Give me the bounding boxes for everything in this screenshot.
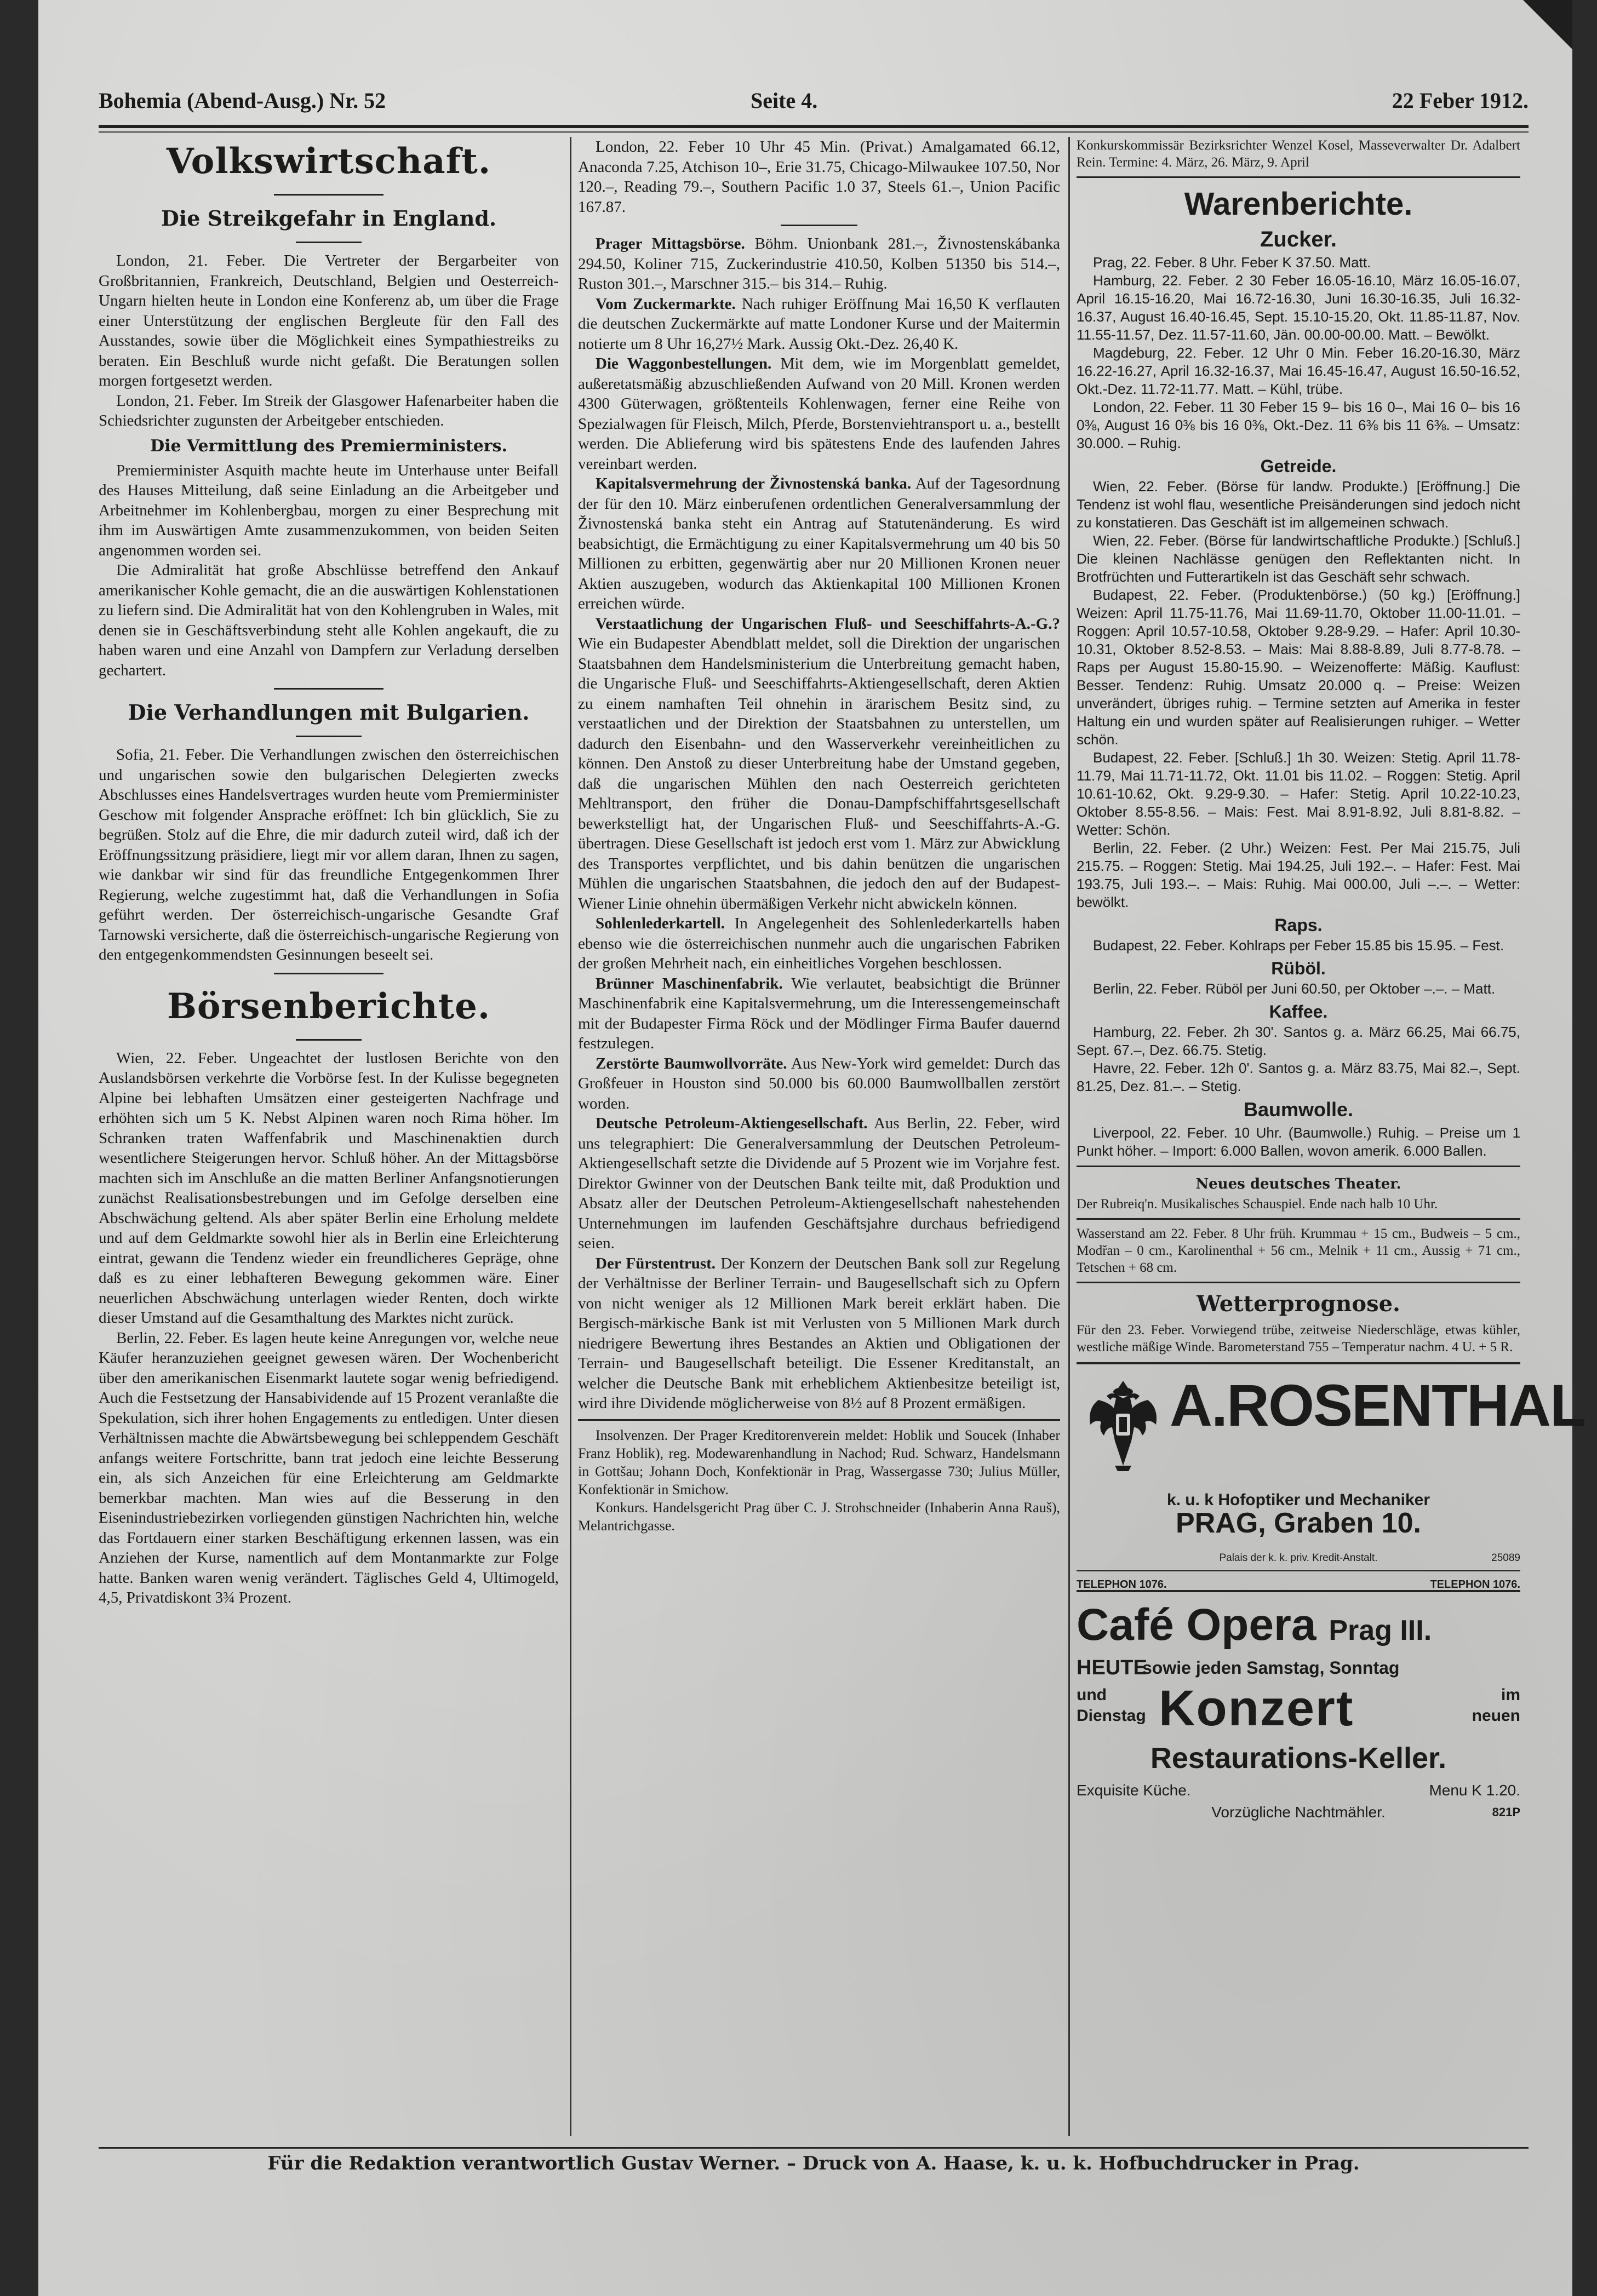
divider [1077, 1218, 1520, 1220]
divider [274, 688, 383, 690]
cafe-nachtmaehler: Vorzügliche Nachtmähler. [1211, 1804, 1386, 1821]
theater-heading: Neues deutsches Theater. [1195, 1176, 1401, 1192]
ad-cafe-opera [1077, 1599, 1520, 1840]
market-report: Budapest, 22. Feber. (Produktenbörse.) (50 kg.) [Eröffnung.] Weizen: April 11.75-11.76, Mai 11.69-11.70, Oktober 11.00-11.01. – Roggen: April 10.57-10.58, Oktober 9.28-9.29. – Hafer: April 10.30-10.31, Oktober 8.52-8.53. – Mais: Mai 8.88-8.89, Juli 8.77-8.78. – Raps per August 15.80-15.90. – Weizenofferte: Mäßig. Kauflust: Besser. Tendenz: Ruhig. Umsatz 20.000 q. – Preise: Weizen unverändert, übriges ruhig. – Termine setzten auf Amerika in fester Haltung ein und wurden später auf Realisierungen ruhiger. – Wetter schön. [1077, 587, 1520, 748]
divider [274, 194, 383, 196]
inline-heading: Verstaatlichung der Ungarischen Fluß- und Seeschiffahrts-A.-G.? [596, 615, 1060, 633]
ad-rosenthal [1077, 1362, 1585, 1592]
article-text: Der Konzern der Deutschen Bank soll zur Regelung der Verhältnisse der Berliner Terrain- und Baugesellschaft sich zu Opfern von nicht weniger als 12 Millionen Mark bereit erklärt haben. Die Bergisch-märkische Bank ist mit Verlusten von 5 Millionen Mark durch niedrigere Bewertung ihres Bestandes an Aktien und Obligationen der Terrain- und Baugesellschaft beteiligt. Die Essener Kreditanstalt, an welcher die Deutsche Bank mit erheblichem Aktienbesitze beteiligt ist, wird ihre Dividende möglicherweise von 8½ auf 8 Prozent ermäßigen. [578, 1254, 1061, 1412]
category-raps: Raps. [1274, 915, 1323, 935]
section-title-warenberichte: Warenberichte. [1184, 186, 1413, 222]
article-text: Wie ein Budapester Abendblatt meldet, soll die Direktion der ungarischen Staatsbahnen dem Handelsministerium die Unterbreitung gemacht haben, die Ungarische Fluß- und Seeschiffahrts-Aktiengesellschaft, deren Aktien zu einem namhaften Teil ohnehin in ärarischem Besitz sind, zu verstaatlichen und der Direktion der Staatsbahnen zu unterstellen, um dadurch den Eisenbahn- und den Wasserverkehr vereinheitlichen zu können. Den Anstoß zu dieser Unterbreitung habe der Umstand gegeben, daß die ungarischen Mühlen den nach Oesterreich gerichteten Mehltransport, den früher die Donau-Dampfschiffahrtsgesellschaft bewerkstelligt hat, der Ungarischen Fluß- und Seeschiffahrts-A.-G. übertragen. Diese Gesellschaft ist jedoch erst vom 1. März zur Abwicklung des Transportes verpflichtet, und bis dahin benützen die ungarischen Mühlen die ungarischen Staatsbahnen, die jedoch den auf der Budapest-Wiener Linie ohnehin übermäßigen Verkehr nicht abwickeln können. [578, 635, 1060, 912]
cafe-restauration: Restaurations-Keller. [1150, 1742, 1447, 1775]
market-report: Budapest, 22. Feber. Kohlraps per Feber 15.85 bis 15.95. – Fest. [1093, 937, 1504, 954]
divider [1077, 1282, 1520, 1283]
konkurs-terms: Konkurskommissär Bezirksrichter Wenzel Kosel, Masseverwalter Dr. Adalbert Rein. Termine: 4. März, 26. März, 9. April [1077, 138, 1520, 170]
divider [1077, 1166, 1520, 1167]
cafe-und: und [1077, 1686, 1107, 1704]
rosenthal-code: 25089 [1491, 1552, 1520, 1564]
cafe-heute: HEUTE [1077, 1656, 1147, 1679]
article-text: Mit dem, wie im Morgenblatt gemeldet, außeretatsmäßig abzuschließenden Aufwand von 20 Mill. Kronen werden 4300 Güterwagen, größtenteils Kohlenwagen, ferner eine Reihe von Spezialwagen für Fleisch, Milch, Pferde, Borstenviehtransport u. a., bestellt werden. Die Ablieferung wird bis spätestens Ende des laufenden Jahres vereinbart werden. [578, 355, 1061, 473]
section-title-volkswirtschaft: Volkswirtschaft. [166, 141, 491, 182]
divider [1077, 176, 1520, 178]
article-text: Böhm. Unionbank 281.–, Živnostenskábanka 294.50, Koliner 715, Zuckerindustrie 410.50, Kolben 51350 bis 514.–, Ruston 301.–, Marschner 315.– bis 314.– Ruhig. [578, 235, 1060, 292]
headline-streikgefahr: Die Streikgefahr in England. [161, 206, 497, 231]
inline-heading: Prager Mittagsbörse. [596, 235, 745, 252]
inline-heading: Vom Zuckermarkte. [596, 295, 736, 313]
article-paragraph: London, 22. Feber 10 Uhr 45 Min. (Privat.) Amalgamated 66.12, Anaconda 7.25, Atchison 10–, Erie 31.75, Chicago-Milwaukee 107.50, Nor 120.–, Reading 79.–, Southern Pacific 1.0 37, Steels 61.–, Union Pacific 167.87. [578, 138, 1060, 216]
cafe-title [1077, 1599, 1520, 1657]
column-1 [99, 137, 559, 2136]
divider [274, 973, 383, 974]
market-report: Hamburg, 22. Feber. 2h 30'. Santos g. a. März 66.25, Mai 66.75, Sept. 67.–, Dez. 66.75. Stetig. [1077, 1024, 1520, 1058]
theater-notice: Der Rubreiq'n. Musikalisches Schauspiel. Ende nach halb 10 Uhr. [1077, 1197, 1438, 1212]
market-report: Berlin, 22. Feber. (2 Uhr.) Weizen: Fest. Per Mai 215.75, Juli 215.75. – Roggen: Stetig. Mai 194.25, Juli 192.–. – Hafer: Fest. Mai 193.75, Juli 193.–. – Mais: Ruhig. Mai 000.00, Juli –.–. – Wetter: bewölkt. [1077, 840, 1520, 910]
rosenthal-palais [1077, 1548, 1520, 1569]
column-2 [578, 137, 1060, 2136]
footer-rule [99, 2147, 1529, 2149]
market-report: Liverpool, 22. Feber. 10 Uhr. (Baumwolle.) Ruhig. – Preise um 1 Punkt höher. – Import: 6.000 Ballen, wovon amerik. 6.000 Ballen. [1077, 1124, 1520, 1159]
market-report: Magdeburg, 22. Feber. 12 Uhr 0 Min. Feber 16.20-16.30, März 16.22-16.27, April 16.32-16.37, Mai 16.45-16.47, August 16.50-16.52, Okt.-Dez. 11.72-11.77. Matt. – Kühl, trübe. [1077, 345, 1520, 397]
water-level: Wasserstand am 22. Feber. 8 Uhr früh. Krummau + 15 cm., Budweis – 5 cm., Modřan – 0 cm., Karolinenthal + 56 cm., Melnik + 11 cm., Aussig + 71 cm., Tetschen + 68 cm. [1077, 1226, 1520, 1275]
article-paragraph: Die Admiralität hat große Abschlüsse betreffend den Ankauf amerikanischer Kohle gemacht, die an die auswärtigen Kohlenstationen zu liefern sind. Die Admiralität hat von den Kohlengruben in Wales, mit denen sie in Geschäftsverbindung steht alle Kohlen angekauft, die zu haben waren und eine Anzahl von Dampfern zur Verladung derselben gechartert. [99, 561, 559, 679]
divider [781, 225, 857, 226]
cafe-dienstag: Dienstag [1077, 1707, 1146, 1725]
cafe-konzert: Konzert [1159, 1680, 1354, 1736]
header-rule-thin [99, 131, 1529, 133]
article-paragraph: Sofia, 21. Feber. Die Verhandlungen zwischen den österreichischen und ungarischen sowie den bulgarischen Delegierten zwecks Abschlusses eines Handelsvertrages wurden heute vom Premierminister Geschow mit folgender Ansprache eröffnet: Ich bin glücklich, Sie zu begrüßen. Stolz auf die Ehre, die mir dadurch zuteil wird, daß ich der Eröffnungssitzung präsidiere, liegt mir vor allem daran, Ihnen zu sagen, wie dankbar wir sind für das freundliche Entgegenkommen Ihrer Regierung, welche zugestimmt hat, daß die Verhandlungen in Sofia geführt werden. Der österreichisch-ungarische Gesandte Graf Tarnowski versicherte, daß die österreichisch-ungarische Regierung von den entgegenkommendsten Gesinnungen beseelt sei. [99, 746, 559, 963]
subheadline-vermittlung: Die Vermittlung des Premierministers. [150, 436, 507, 456]
cafe-menu-price: Menu K 1.20. [1429, 1782, 1520, 1799]
market-report: Wien, 22. Feber. (Börse für landw. Produkte.) [Eröffnung.] Die Tendenz ist wohl flau, wesentliche Preisänderungen sind jedoch nicht zu konstatieren. Das Geschäft ist im allgemeinen schwach. [1077, 478, 1520, 531]
divider [296, 242, 362, 243]
cafe-name: Café Opera [1077, 1600, 1316, 1650]
market-report: Havre, 22. Feber. 12h 0'. Santos g. a. März 83.75, Mai 82.–, Sept. 81.25, Dez. 81.–. – Stetig. [1077, 1060, 1520, 1094]
inline-heading: Die Waggonbestellungen. [596, 355, 772, 372]
article-text: Wie verlautet, beabsichtigt die Brünner Maschinenfabrik eine Kapitalsvermehrung, um die Interessengemeinschaft mit der Budapester Firma Röck und der Mödlinger Firma Baufer dauernd festzulegen. [578, 974, 1060, 1052]
running-head-center: Seite 4. [751, 88, 818, 113]
inline-heading: Sohlenlederkartell. [596, 915, 725, 932]
market-report: London, 22. Feber. 11 30 Feber 15 9– bis 16 0–, Mai 16 0– bis 16 0⅜, August 16 0⅜ bis 16 0⅜, Okt.-Dez. 11 6⅜ bis 11 6⅜. – Umsatz: 30.000. – Ruhig. [1077, 399, 1520, 451]
divider [296, 1039, 362, 1041]
article-text: In Angelegenheit des Sohlenlederkartells haben ebenso wie die österreichischen nunmehr auch die ungarischen Fabriken der großen Mehrheit nach, ein einheitliches Vorgehen beschlossen. [578, 915, 1061, 972]
cafe-location: Prag III. [1329, 1615, 1432, 1646]
article-paragraph: Berlin, 22. Feber. Es lagen heute keine Anregungen vor, welche neue Käufer heranzuziehen geeignet gewesen wären. Der Wochenbericht über den amerikanischen Eisenmarkt lautete sogar wenig befriedigend. Auch die Festsetzung der Hansabividende auf 15 Prozent veranlaßte die Spekulation, sich ihrer hohen Engagements zu entledigen. Unter diesen Verhältnissen machte die Abwärtsbewegung bei schleppendem Geschäft anfangs weitere Fortschritte, bann trat jedoch eine leichte Besserung ein, als sich Anzeichen für eine Erleichterung am Geldmarkte bemerkbar machten. Man wies auf die Besserung in den Eisenindustriebezirken vorliegenden günstigen Nachrichten hin, welche das Fortdauern einer starken Beschäftigung erkennen lassen, was ein Anziehen der Kurse, namentlich auf dem Montanmarkte zur Folge hatte. Banken waren wenig verändert. Täglisches Geld 4, Ultimogeld, 4,5, Privatdiskont 3¾ Prozent. [99, 1329, 559, 1606]
article-paragraph: London, 21. Feber. Die Vertreter der Bergarbeiter von Großbritannien, Frankreich, Deutschland, Belgien und Oesterreich-Ungarn hielten heute in London eine Konferenz ab, um über die Frage einer Unterstützung der englischen Bergleute für den Fall des Ausstandes, sowie über die Möglichkeit eines Sympathiestreiks zu beraten. Ein Beschluß wurde nicht gefaßt. Die Beratungen sollen morgen fortgesetzt werden. [99, 252, 559, 389]
market-report: Budapest, 22. Feber. [Schluß.] 1h 30. Weizen: Stetig. April 11.78-11.79, Mai 11.71-11.72, Okt. 11.01 bis 11.02. – Roggen: Stetig. April 10.61-10.62, Okt. 9.29-9.30. – Hafer: Stetig. April 10.22-10.23, Oktober 8.55-8.56. – Mais: Fest. Mai 8.91-8.92, Juli 8.81-8.82. – Wetter: Schön. [1077, 749, 1520, 838]
divider [578, 1419, 1060, 1421]
konkurs-notice: Konkurs. Handelsgericht Prag über C. J. Strohschneider (Inhaberin Anna Rauš), Melantrichgasse. [578, 1499, 1060, 1534]
column-divider-2 [1068, 137, 1070, 2136]
column-3 [1077, 137, 1585, 2136]
rosenthal-tel-1: TELEPHON 1076. [1077, 1579, 1167, 1591]
category-zucker: Zucker. [1260, 227, 1337, 251]
inline-heading: Deutsche Petroleum-Aktiengesellschaft. [596, 1115, 868, 1132]
header-rule [99, 125, 1529, 128]
market-report: Prag, 22. Feber. 8 Uhr. Feber K 37.50. Matt. [1093, 254, 1371, 271]
imprint-footer: Für die Redaktion verantwortlich Gustav Werner. – Druck von A. Haase, k. u. k. Hofbuchdrucker in Prag. [267, 2152, 1360, 2174]
cafe-days: sowie jeden Samstag, Sonntag [1142, 1658, 1400, 1678]
market-report: Wien, 22. Feber. (Börse für landwirtschaftliche Produkte.) [Schluß.] Die kleinen Nachlässe genügen den Reflektanten nicht. In Brotfrüchten und Futterartikeln ist das Geschäft sehr schwach. [1077, 532, 1520, 585]
insolvency-notice: Insolvenzen. Der Prager Kreditorenverein meldet: Hoblik und Soucek (Inhaber Franz Hoblik), reg. Modewarenhandlung in Nachod; Rud. Schwarz, Handelsmann in Gottšau; Johann Doch, Konfektionär in Prag, Wassergasse 730; Julius Müller, Konfektionär in Smichow. [578, 1427, 1060, 1497]
cafe-im: im [1501, 1686, 1520, 1704]
headline-bulgarien: Die Verhandlungen mit Bulgarien. [128, 700, 530, 725]
rosenthal-telephone [1077, 1570, 1520, 1595]
cafe-neuen: neuen [1472, 1707, 1520, 1725]
rosenthal-title: k. u. k Hofoptiker und Mechaniker [1166, 1491, 1430, 1509]
article-text: Aus New-York wird gemeldet: Durch das Großfeuer in Houston sind 50.000 bis 60.000 Baumwollballen zerstört worden. [578, 1054, 1060, 1112]
market-report: Hamburg, 22. Feber. 2 30 Feber 16.05-16.10, März 16.05-16.07, April 16.15-16.20, Mai 16.72-16.30, Juni 16.30-16.35, Juli 16.32-16.37, August 16.40-16.45, Sept. 15.10-15.20, Okt. 11.85-11.87, Nov. 11.55-11.57, Dez. 11.57-11.60, Jän. 00.00-00.00. Matt. – Bewölkt. [1077, 272, 1520, 343]
article-text: Auf der Tagesordnung der für den 10. März einberufenen ordentlichen Generalversammlung der Živnostenská banka steht ein Antrag auf Statutenänderung. Es wird beabsichtigt, die Ermächtigung zu einer Kapitalsvermehrung um 40 bis 50 Millionen zu erbitten, gegenwärtig aber nur 20 Millionen Kronen neuer Aktien auszugeben, wodurch das Aktienkapital 100 Millionen Kronen erreichen würde. [578, 475, 1060, 612]
running-head-left: Bohemia (Abend-Ausg.) Nr. 52 [99, 88, 386, 113]
category-kaffee: Kaffee. [1269, 1002, 1328, 1021]
page-corner [1523, 0, 1572, 49]
market-report: Berlin, 22. Feber. Rüböl per Juni 60.50, per Oktober –.–. – Matt. [1093, 980, 1496, 997]
cafe-code: 821P [1492, 1805, 1520, 1819]
article-paragraph: London, 21. Feber. Im Streik der Glasgower Hafenarbeiter haben die Schiedsrichter zugunsten der Arbeitgeber entschieden. [99, 392, 559, 429]
weather-forecast: Für den 23. Feber. Vorwiegend trübe, zeitweise Niederschläge, etwas kühler, westliche mäßige Winde. Barometerstand 755 – Temperatur nachm. 4 U. + 5 R. [1077, 1323, 1520, 1354]
inline-heading: Brünner Maschinenfabrik. [596, 974, 783, 992]
rosenthal-address: PRAG, Graben 10. [1176, 1507, 1421, 1539]
rosenthal-name: A.ROSENTHAL [1170, 1372, 1585, 1438]
category-getreide: Getreide. [1260, 456, 1337, 476]
article-paragraph: Premierminister Asquith machte heute im Unterhause unter Beifall des Hauses Mitteilung, daß seine Einladung an die Arbeitgeber und Arbeitnehmer im Kohlenbergbau, morgen zu einer Besprechung mit ihm im Auswärtigen Amte zusammenzukommen, von beiden Seiten angenommen worden sei. [99, 461, 559, 559]
inline-heading: Zerstörte Baumwollvorräte. [596, 1054, 787, 1072]
article-text: Aus Berlin, 22. Feber, wird uns telegraphiert: Die Generalversammlung der Deutschen Petroleum-Aktiengesellschaft setzte die Dividende auf 5 Prozent wie im Vorjahre fest. Direktor Gwinner von der Deutschen Bank teilte mit, daß Produktion und Absatz aller der Deutschen Petroleum-Aktiengesellschaft nahestehenden Unternehmungen im laufenden Geschäftsjahre durchaus befriedigend seien. [578, 1115, 1060, 1252]
article-paragraph: Wien, 22. Feber. Ungeachtet der lustlosen Berichte von den Auslandsbörsen verkehrte die Vorbörse fest. In der Kulisse begegneten Alpine bei lebhaften Umsätzen einer gesteigerten Nachfrage und erhöhten sich um 5 K. Nebst Alpinen waren noch Rima höher. Im Schranken traten Waffenfabrik und Maschinenaktien durch wesentlichere Steigerungen hervor. Schluß höher. An der Mittagsbörse machten sich im Anschluße an die matten Berliner Anfangsnotierungen zunächst Realisationsbestrebungen und im Gefolge derselben eine Abschwächung geltend. Als aber später Berlin eine Erholung meldete und auf dem Geldmarkte sowohl hier als in Berlin eine Erleichterung eintrat, gewann die Tendenz wieder ein freundlicheres Gepräge, ohne daß es zu einer lebhafteren Bewegung gekommen wäre. Einer neuerlichen Abschwächung unterlagen wieder Renten, doch wirkte dieser Umstand auf die Gesamthaltung des Marktes nicht zurück. [99, 1049, 559, 1327]
double-eagle-icon [1082, 1370, 1164, 1474]
divider [296, 736, 362, 737]
inline-heading: Kapitalsvermehrung der Živnostenská banka. [596, 475, 912, 492]
category-baumwolle: Baumwolle. [1243, 1098, 1354, 1121]
running-head [99, 82, 1529, 120]
section-title-boersenberichte: Börsenberichte. [167, 985, 491, 1027]
article-text: Nach ruhiger Eröffnung Mai 16,50 K verflauten die deutschen Zuckermärkte auf matte Londoner Kurse und der Maitermin notierte um 8 Uhr 16,27½ Mark. Aussig Okt.-Dez. 26,40 K. [578, 295, 1060, 353]
rosenthal-tel-2: TELEPHON 1076. [1430, 1579, 1520, 1591]
running-head-right: 22 Feber 1912. [1392, 88, 1529, 113]
weather-heading: Wetterprognose. [1197, 1291, 1400, 1317]
rosenthal-palais-text: Palais der k. k. priv. Kredit-Anstalt. [1219, 1552, 1378, 1564]
inline-heading: Der Fürstentrust. [596, 1254, 716, 1272]
category-rueboel: Rüböl. [1271, 958, 1326, 978]
cafe-kueche: Exquisite Küche. [1077, 1782, 1191, 1799]
column-divider-1 [570, 137, 571, 2136]
